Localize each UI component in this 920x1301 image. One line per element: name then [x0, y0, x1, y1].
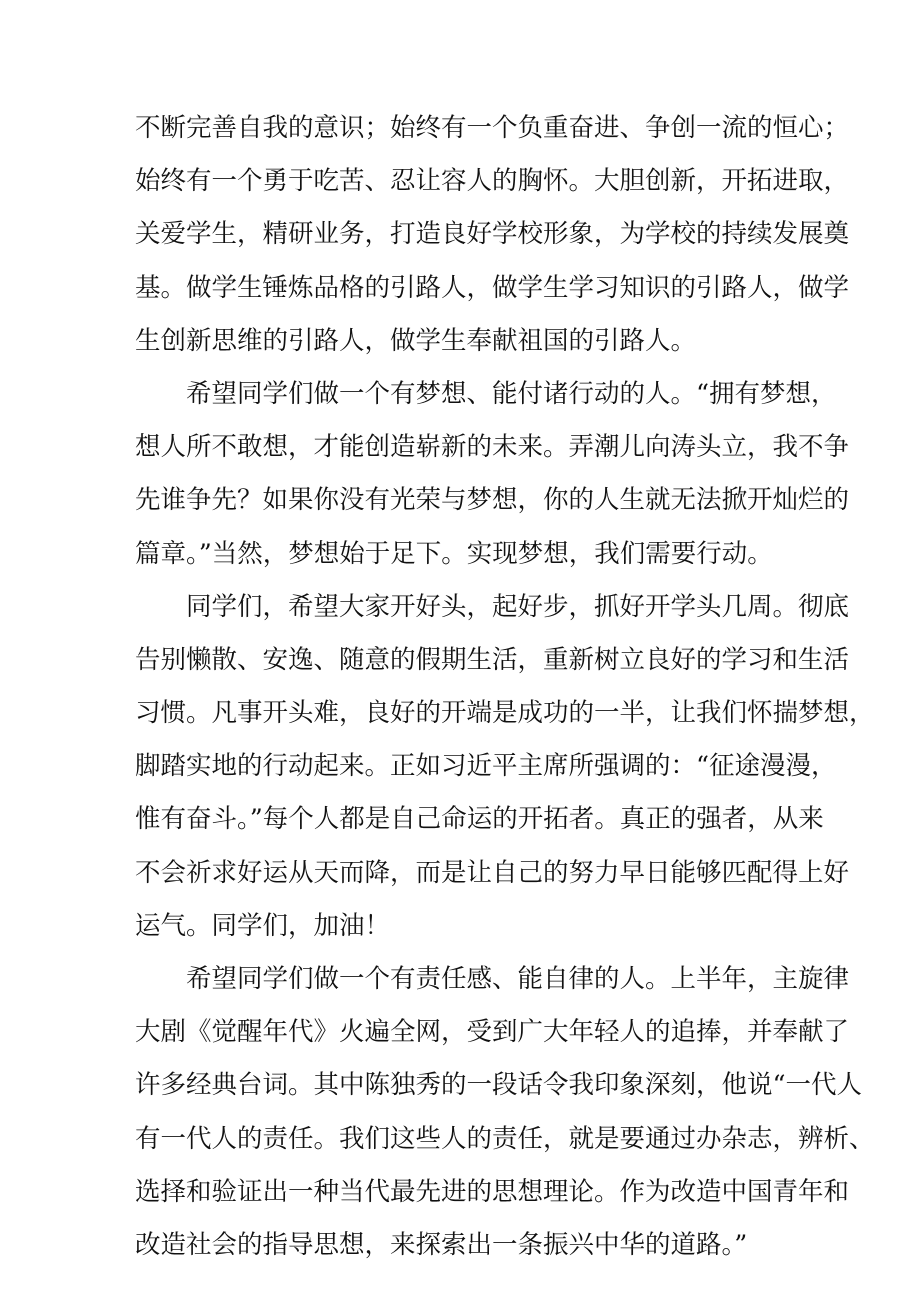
- text-line: 大剧《觉醒年代》火遍全网，受到广大年轻人的追捧，并奉献了: [135, 1017, 850, 1048]
- text-line: 习惯。凡事开头难，良好的开端是成功的一半，让我们怀揣梦想，: [135, 698, 875, 729]
- text-line: 许多经典台词。其中陈独秀的一段话令我印象深刻，他说“一代人: [135, 1070, 863, 1101]
- body-text: [135, 102, 875, 1272]
- text-line: 先谁争先？如果你没有光荣与梦想，你的人生就无法掀开灿烂的: [135, 485, 850, 516]
- text-line: 运气。同学们，加油！: [135, 910, 391, 941]
- text-line: 惟有奋斗。”每个人都是自己命运的开拓者。真正的强者，从来: [135, 804, 824, 835]
- text-line: 改造社会的指导思想，来探索出一条振兴中华的道路。”: [135, 1229, 748, 1260]
- text-line: 有一代人的责任。我们这些人的责任，就是要通过办杂志，辨析、: [135, 1123, 875, 1154]
- paragraph-first-line: 希望同学们做一个有梦想、能付诸行动的人。“拥有梦想，: [186, 378, 837, 409]
- text-line: 不断完善自我的意识；始终有一个负重奋进、争创一流的恒心；: [135, 113, 850, 143]
- text-line: 篇章。”当然，梦想始于足下。实现梦想，我们需要行动。: [135, 538, 773, 569]
- text-line: 选择和验证出一种当代最先进的思想理论。作为改造中国青年和: [135, 1176, 850, 1207]
- paragraph-first-line: 同学们，希望大家开好头，起好步，抓好开学头几周。彻底: [186, 591, 850, 622]
- text-line: 始终有一个勇于吃苦、忍让容人的胸怀。大胆创新，开拓进取，: [135, 166, 850, 197]
- text-line: 生创新思维的引路人，做学生奉献祖国的引路人。: [135, 325, 697, 356]
- text-line: 想人所不敢想，才能创造崭新的未来。弄潮儿向涛头立，我不争: [135, 432, 850, 463]
- text-line: 基。做学生锤炼品格的引路人，做学生学习知识的引路人，做学: [135, 272, 850, 303]
- text-line: 告别懒散、安逸、随意的假期生活，重新树立良好的学习和生活: [135, 644, 850, 675]
- text-line: 关爱学生，精研业务，打造良好学校形象，为学校的持续发展奠: [135, 219, 850, 250]
- paragraph-first-line: 希望同学们做一个有责任感、能自律的人。上半年，主旋律: [186, 964, 850, 994]
- text-line: 不会祈求好运从天而降，而是让自己的努力早日能够匹配得上好: [135, 857, 850, 888]
- text-line: 脚踏实地的行动起来。正如习近平主席所强调的：“征途漫漫，: [135, 751, 837, 782]
